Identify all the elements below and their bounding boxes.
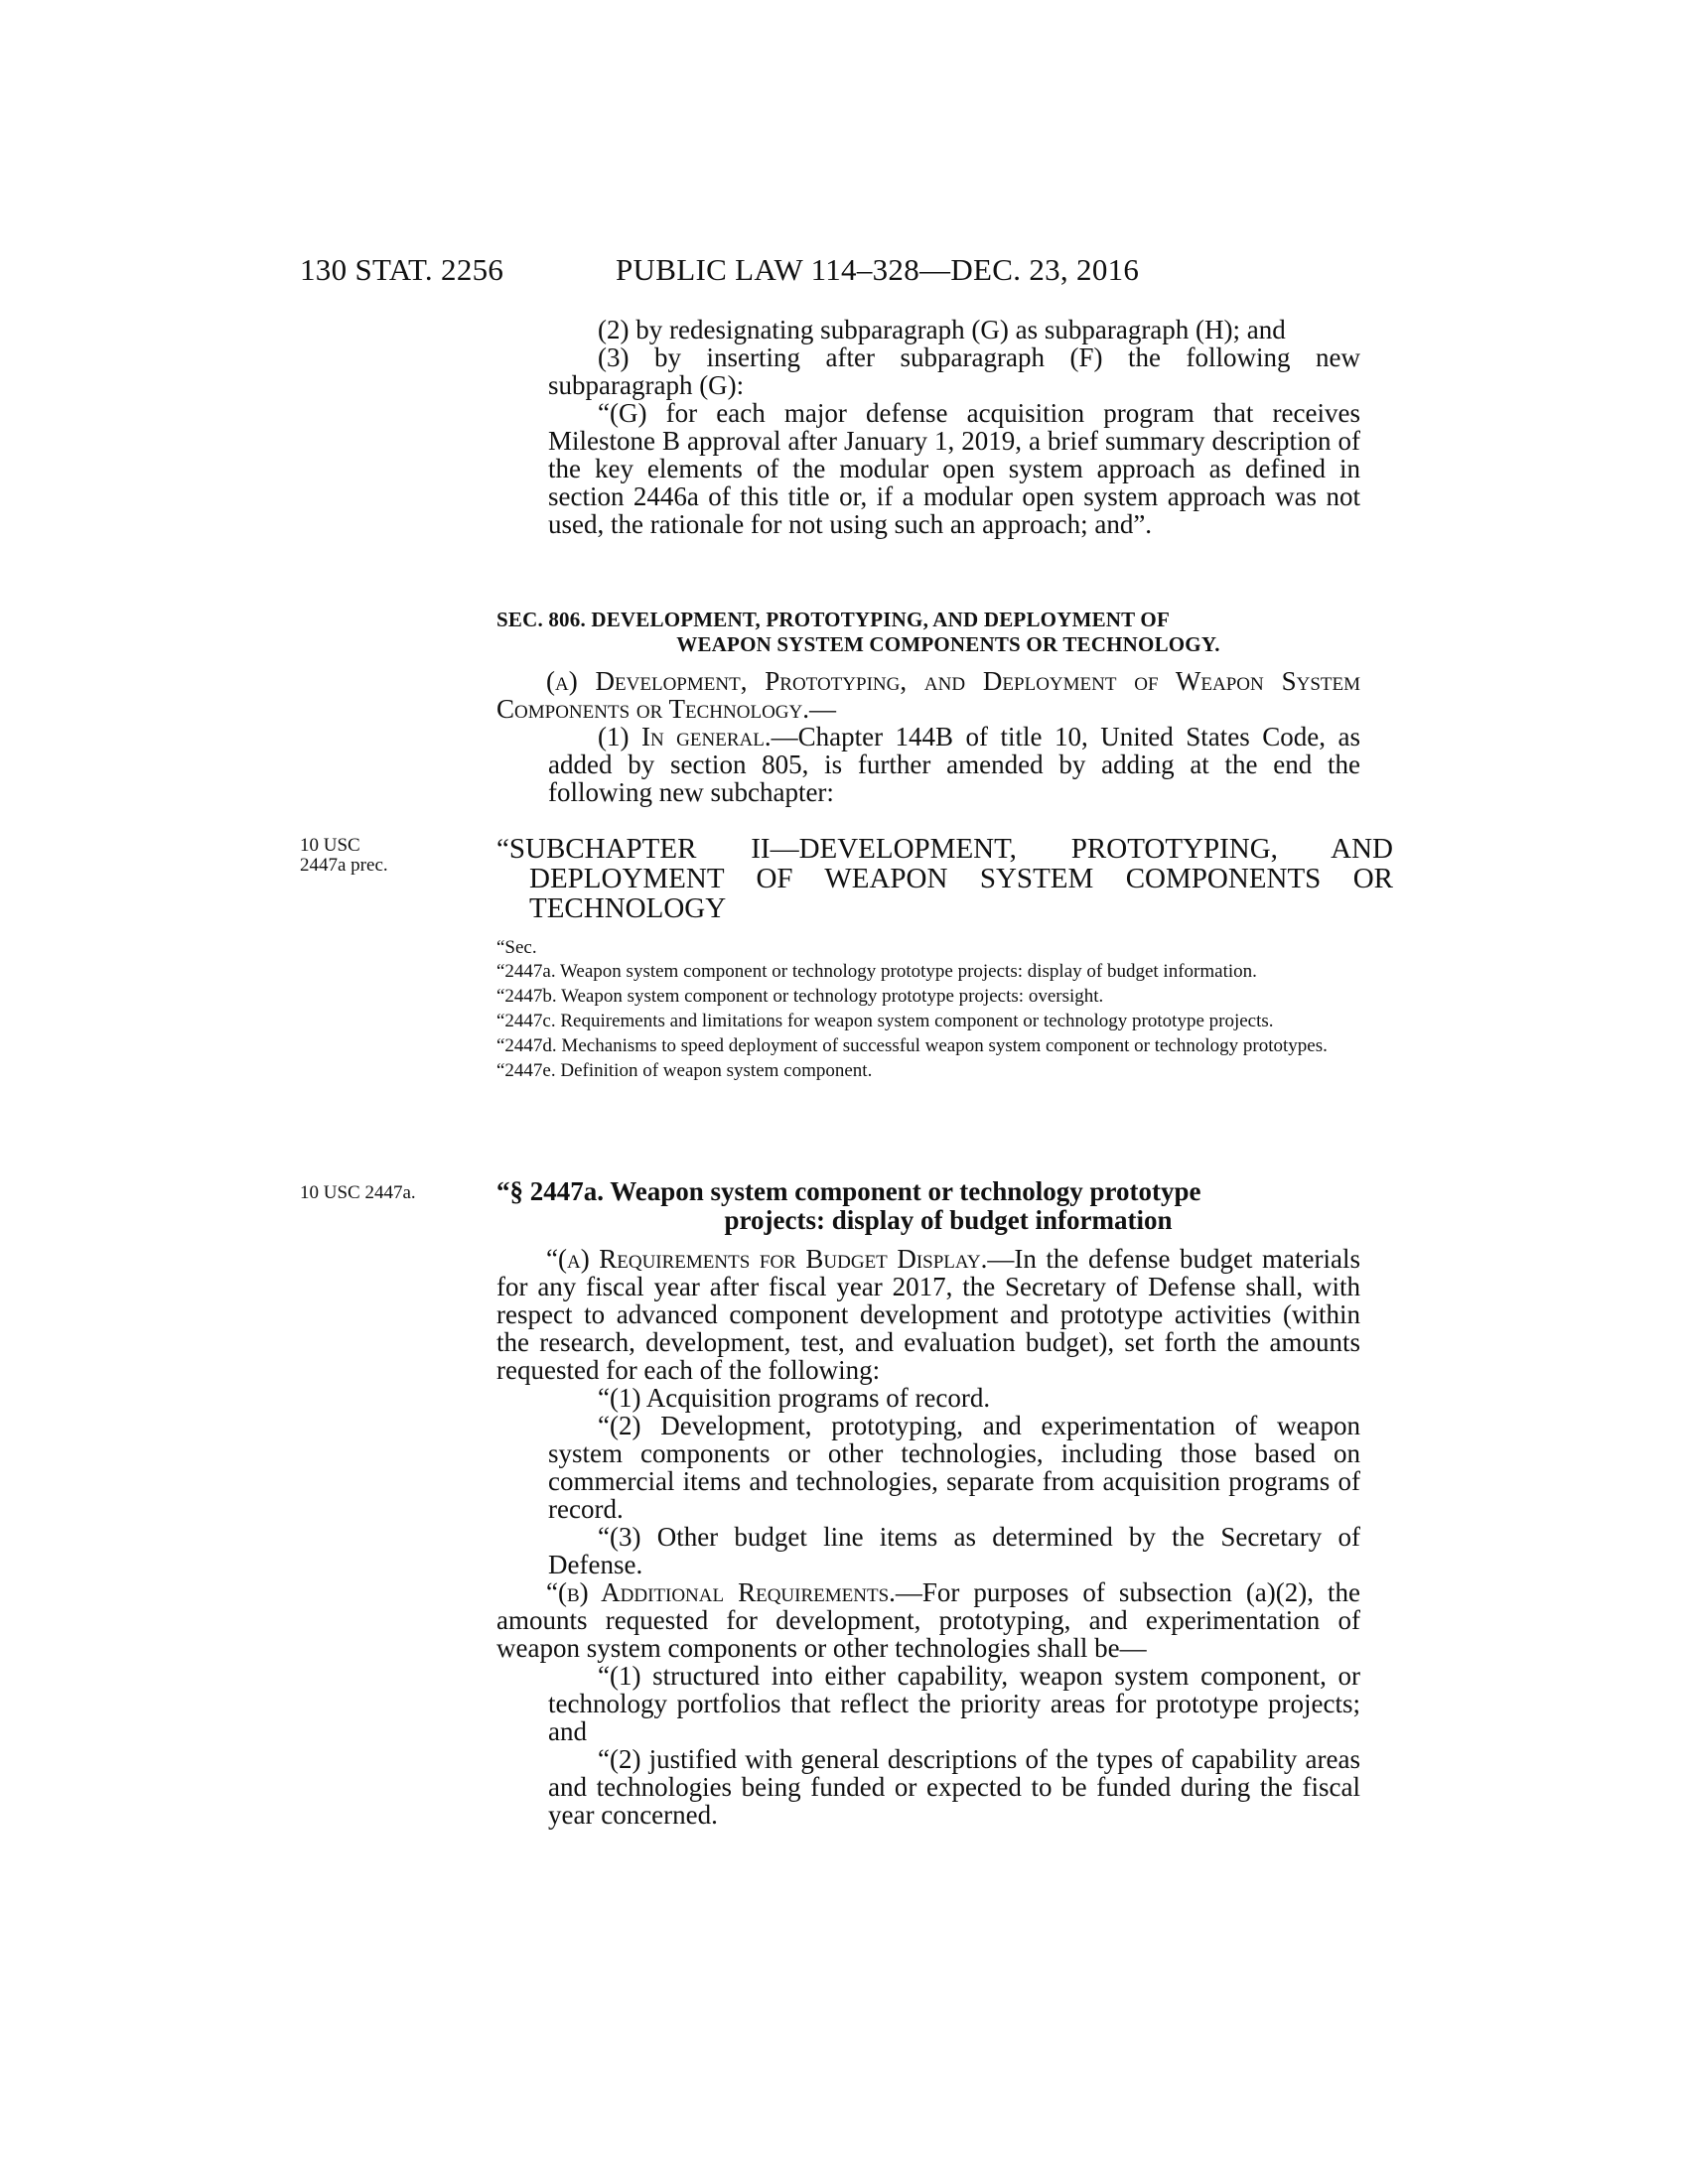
- subsection-a-text: —In the defense budget materials for any fiscal year after fiscal year 2017, the Secretary of Defense shall, with respect to advanced component development and prototype activities (within the research, development, test, and evaluation budget), set forth the amounts requested for each of the following:: [496, 1244, 1361, 1385]
- subsection-b-heading: “(b) Additional Requirements.: [546, 1577, 896, 1607]
- section-806-heading-line1: SEC. 806. DEVELOPMENT, PROTOTYPING, AND DEPLOYMENT OF: [496, 608, 1170, 631]
- toc-label: “Sec.: [496, 937, 537, 958]
- subsection-b-text: —For purposes of subsection (a)(2), the amounts requested for development, prototyping, and experimentation of weapon system components or other technologies shall be—: [496, 1577, 1360, 1663]
- para-a-heading: (a) Development, Prototyping, and Deployment of Weapon System Components or Technology.—: [496, 666, 1360, 724]
- toc-entry: “2447c. Requirements and limitations for weapon system component or technology prototype projects.: [496, 1011, 1274, 1031]
- subsection-b-item-1: “(1) structured into either capability, weapon system component, or technology portfolios that reflect the priority areas for prototype projects; and: [548, 1661, 1360, 1746]
- margin-note-2447a-prec: 10 USC 2447a prec.: [300, 835, 388, 876]
- toc-entry: “2447a. Weapon system component or technology prototype projects: display of budget information.: [496, 961, 1257, 982]
- quoted-subparagraph-g: “(G) for each major defense acquisition program that receives Milestone B approval after January 1, 2019, a brief summary description of the key elements of the modular open system approach as defined in section 2446a of this title or, if a modular open system approach was not used, the rationale for not using such an approach; and”.: [548, 398, 1360, 539]
- subsection-a: [496, 1245, 1360, 1384]
- section-2447a-title-line2: projects: display of budget information: [724, 1205, 1173, 1235]
- subsection-b: [496, 1578, 1360, 1662]
- section-2447a-body: [496, 1245, 1360, 1829]
- subsection-a-item-1: “(1) Acquisition programs of record.: [598, 1383, 991, 1413]
- section-806-text: [496, 667, 1360, 806]
- amendments-block: [496, 316, 1360, 538]
- toc-entry: “2447d. Mechanisms to speed deployment of successful weapon system component or technology prototypes.: [496, 1035, 1328, 1056]
- section-806-heading-line2: WEAPON SYSTEM COMPONENTS OR TECHNOLOGY.: [676, 632, 1220, 656]
- para-1-text: —Chapter 144B of title 10, United States Code, as added by section 805, is further amended by adding at the end the following new subchapter:: [548, 722, 1360, 807]
- section-806-para-1: [496, 723, 1360, 806]
- amendment-item-2: (2) by redesignating subparagraph (G) as subparagraph (H); and: [598, 315, 1286, 344]
- para-1-heading: (1) In general.: [598, 722, 772, 751]
- section-2447a-title-line1: “§ 2447a. Weapon system component or technology prototype: [496, 1176, 1201, 1206]
- subsection-a-item-3: “(3) Other budget line items as determined by the Secretary of Defense.: [548, 1522, 1360, 1579]
- section-806-heading: [496, 608, 1360, 657]
- page-title: PUBLIC LAW 114–328—DEC. 23, 2016: [616, 252, 1140, 287]
- margin-note-2447a: 10 USC 2447a.: [300, 1182, 416, 1203]
- section-2447a-title: [496, 1177, 1360, 1235]
- amendment-item-3: (3) by inserting after subparagraph (F) the following new subparagraph (G):: [548, 342, 1360, 400]
- subsection-a-item-2: “(2) Development, prototyping, and experimentation of weapon system components or other technologies, including those based on commercial items and technologies, separate from acquisition programs of record.: [548, 1411, 1360, 1524]
- stat-reference: 130 STAT. 2256: [300, 252, 504, 287]
- toc-entry: “2447b. Weapon system component or technology prototype projects: oversight.: [496, 986, 1104, 1007]
- section-table-of-contents: [496, 938, 1360, 1086]
- toc-entry: “2447e. Definition of weapon system component.: [496, 1060, 873, 1081]
- section-806-para-a: [496, 667, 1360, 723]
- subsection-b-item-2: “(2) justified with general descriptions of the types of capability areas and technologies being funded or expected to be funded during the fiscal year concerned.: [548, 1744, 1360, 1830]
- subchapter-heading: “SUBCHAPTER II—DEVELOPMENT, PROTOTYPING, AND DEPLOYMENT OF WEAPON SYSTEM COMPONENTS OR TECHNOLOGY: [496, 833, 1393, 924]
- subsection-a-heading: “(a) Requirements for Budget Display.: [546, 1244, 988, 1274]
